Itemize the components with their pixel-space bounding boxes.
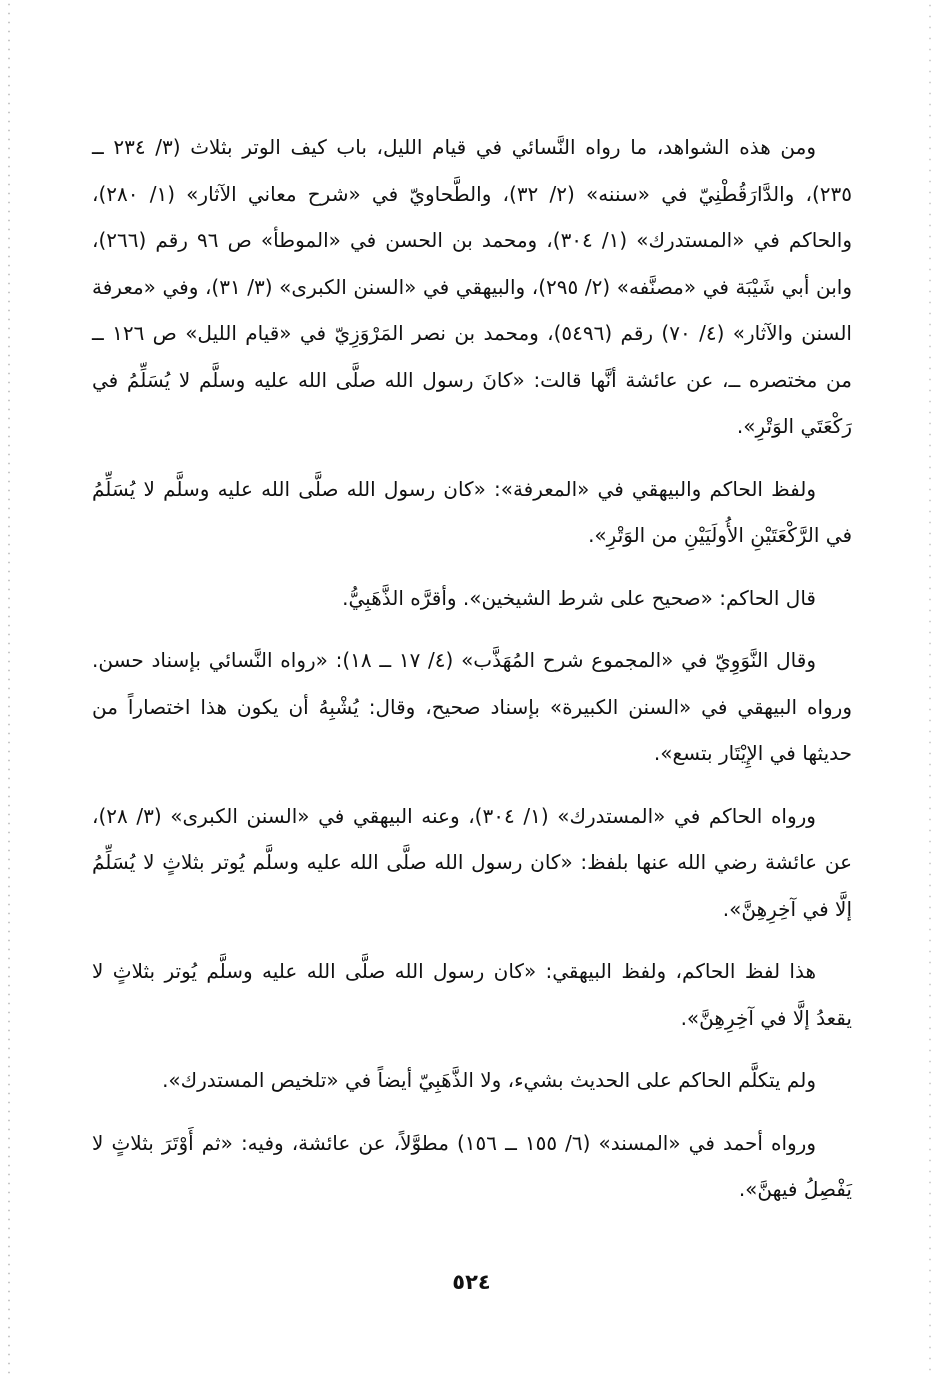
scan-edge-left xyxy=(8,0,10,1375)
paragraph-2: ولفظ الحاكم والبيهقي في «المعرفة»: «كان رسول الله صلَّى الله عليه وسلَّم لا يُسَلِّمُ في الرَّكْعَتَيْنِ الأُولَيَيْنِ من الوَتْرِ». xyxy=(92,476,852,547)
paragraph-4: وقال النَّوَوِيّ في «المجموع شرح المُهَذَّب» (٤/ ١٧ ــ ١٨): «رواه النَّسائي بإسناد حسن. ورواه البيهقي في «السنن الكبيرة» بإسناد صحيح، وقال: يُشْبِهُ أن يكون هذا اختصاراً من حديثها في الإِيْتَار بتسع». xyxy=(92,648,852,765)
page-number: ٥٢٤ xyxy=(452,1270,491,1294)
paragraph-5: ورواه الحاكم في «المستدرك» (١/ ٣٠٤)، وعنه البيهقي في «السنن الكبرى» (٣/ ٢٨)، عن عائشة رضي الله عنها بلفظ: «كان رسول الله صلَّى الله عليه وسلَّم يُوتر بثلاثٍ لا يُسَلِّمُ إلَّا في آخِرِهِنَّ». xyxy=(92,803,852,921)
body-text xyxy=(92,124,852,1229)
scan-edge-right xyxy=(929,0,931,1375)
paragraph-7: ولم يتكلَّم الحاكم على الحديث بشيء، ولا الذَّهَبِيّ أيضاً في «تلخيص المستدرك». xyxy=(162,1068,816,1092)
paragraph-1: ومن هذه الشواهد، ما رواه النَّسائي في قيام الليل، باب كيف الوتر بثلاث (٣/ ٢٣٤ ــ ٢٣٥)، والدَّارَقُطْنِيّ في «سننه» (٢/ ٣٢)، والطَّحاويّ في «شرح معاني الآثار» (١/ ٢٨٠)، والحاكم في «المستدرك» (١/ ٣٠٤)، ومحمد بن الحسن في «الموطأ» ص ٩٦ رقم (٢٦٦)، وابن أبي شَيْبَة في «مصنَّفه» (٢/ ٢٩٥)، والبيهقي في «السنن الكبرى» (٣/ ٣١)، وفي «معرفة السنن والآثار» (٤/ ٧٠) رقم (٥٤٩٦)، ومحمد بن نصر المَرْوَزِيّ في «قيام الليل» ص ١٢٦ ــ من مختصره ــ، عن عائشة أنَّها قالت: «كانَ رسول الله صلَّى الله عليه وسلَّم لا يُسَلِّمُ في رَكْعَتَي الوَتْرِ». xyxy=(92,135,853,438)
paragraph-8: ورواه أحمد في «المسند» (٦/ ١٥٥ ــ ١٥٦) مطوَّلاً، عن عائشة، وفيه: «ثم أَوْتَرَ بثلاثٍ لا يَفْصِلُ فيهنَّ». xyxy=(92,1130,852,1201)
paragraph-6: هذا لفظ الحاكم، ولفظ البيهقي: «كان رسول الله صلَّى الله عليه وسلَّم يُوتر بثلاثٍ لا يقعدُ إلَّا في آخِرِهِنَّ». xyxy=(92,959,852,1030)
paragraph-3: قال الحاكم: «صحيح على شرط الشيخين». وأقرَّه الذَّهَبِيُّ. xyxy=(342,585,816,610)
